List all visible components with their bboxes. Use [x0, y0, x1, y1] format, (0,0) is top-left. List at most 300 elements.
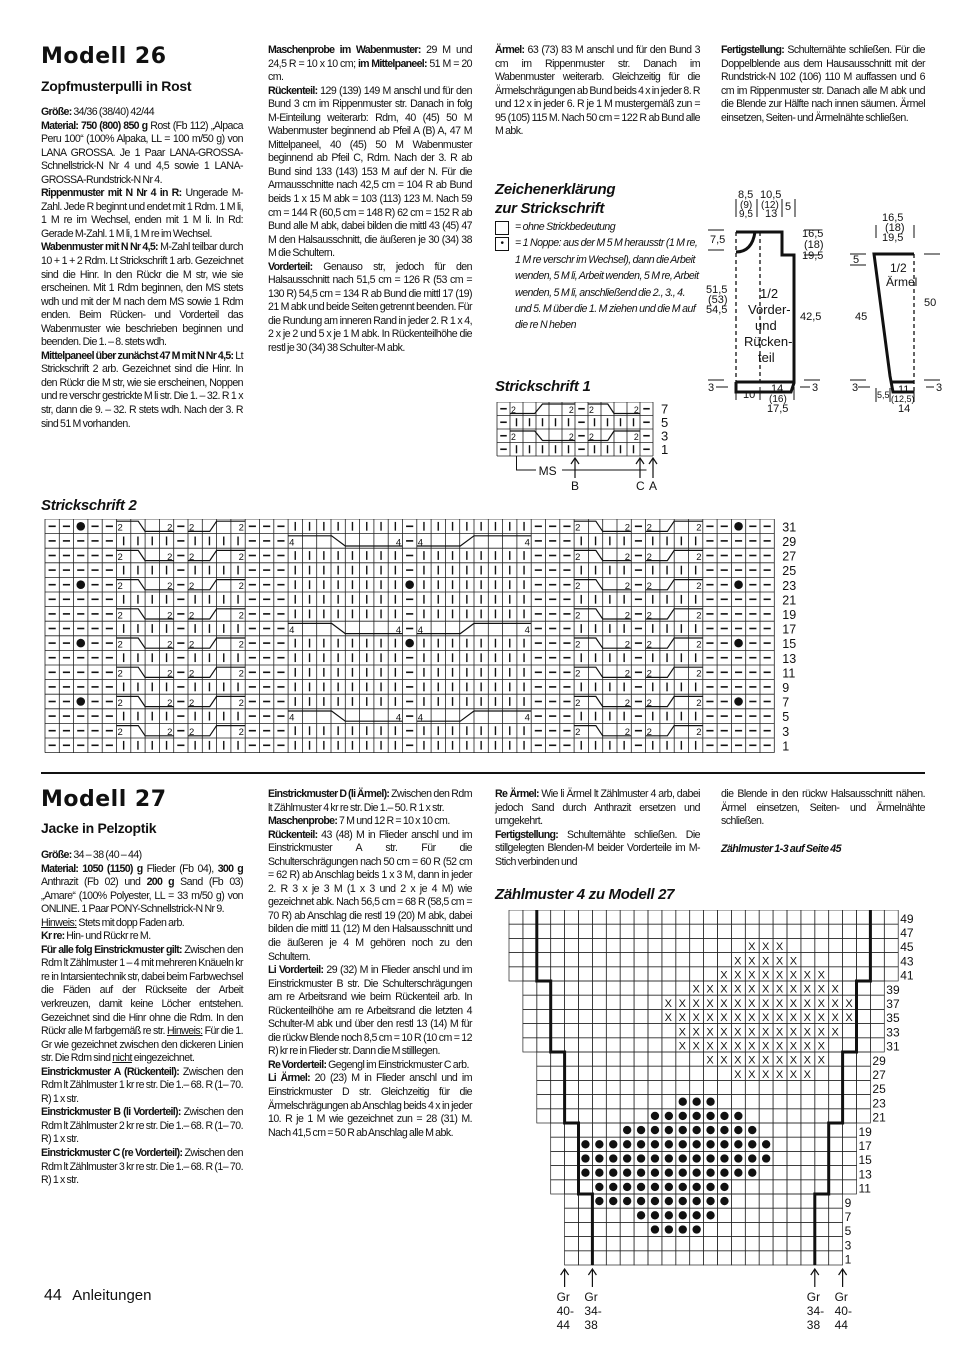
bobble-symbol [665, 1183, 673, 1191]
bobble-symbol [734, 639, 743, 648]
chart-cell [579, 1009, 593, 1023]
anthracite-stitch: X [775, 983, 784, 996]
chart-cell [662, 1024, 676, 1038]
chart-cell [662, 1237, 676, 1251]
paragraph-finishing: Fertigstellung: Schulternähte schließen. Für die Doppelblende aus dem Hausausschnitt mit der Rundstrick-N 102 (106) 110 M auffassen und 6 cm im Rippenmuster str. Danach alle M abk und die Blende zur Hälfte nach innen säumen. Ärmel einsetzen, Seiten- und Ärmelnähte schließen. [721, 44, 925, 124]
chart-cell [773, 1180, 787, 1194]
cable-count-label: 2 [117, 668, 123, 680]
bobble-symbol [706, 1183, 714, 1191]
chart-cell [634, 1237, 648, 1251]
row-number: 7 [782, 695, 790, 710]
chart-cell [592, 1038, 606, 1052]
bobble-symbol [720, 1126, 728, 1134]
sleeve-left-dims [850, 254, 870, 394]
row-number: 47 [900, 925, 914, 940]
chart-cell [676, 1066, 690, 1080]
chart-cell [551, 924, 565, 938]
bobble-symbol [76, 522, 85, 531]
chart-cell [606, 1080, 620, 1094]
chart-cell [843, 1166, 857, 1180]
paragraph-pattern-b: Einstrickmuster B (li Vorderteil): Zwischen den Rdm lt Zählmuster 2 kr re str. Die 1.– 68. R (1– 70. R) 1 x str. [41, 1106, 243, 1146]
anthracite-stitch: X [748, 1026, 756, 1039]
chart-cell [829, 1095, 843, 1109]
anthracite-stitch: X [734, 1026, 742, 1039]
chart-cell [690, 1251, 704, 1265]
svg-text:19,5: 19,5 [802, 250, 824, 262]
cable-count-label: 2 [568, 404, 574, 415]
chart-cell [620, 1208, 634, 1222]
anthracite-stitch: X [831, 983, 839, 996]
bobble-symbol [706, 1169, 714, 1177]
chart-cell [787, 938, 801, 952]
chart-cell [523, 910, 537, 924]
chart-cell [662, 1095, 676, 1109]
paragraph-back: Rückenteil: 129 (139) 149 M anschl und für den Bund 3 cm im Rippenmuster str. Danach in folg M-Einteilung weiterarb: Rdm, 40 (45) 50 M Wabenmuster beginnend ab Pfeil A (B) A, 47 M Mittelpaneel, 40 (45) 50 M Wabenmuster beginnend ab Pfeil C, Rdm. Nach der 3. R ab Bund sind 133 (143) 153 M auf der N. Für die Armausschnitte nach 42,5 cm = 104 R ab Bund beids 1 x 15 M abk = 103 (113) 123 M. Nach 59 cm = 144 R (60,5 cm = 148 R) 62 cm = 152 R ab Bund alle M abk, dabei bilden die mittl 43 (45) 47 M den Halsausschnitt, die äußeren je 30 (34) 38 M die Schultern. [268, 84, 472, 260]
cable-count-label: 2 [624, 610, 631, 622]
row-number: 27 [872, 1067, 886, 1082]
cable-count-label: 4 [524, 624, 530, 636]
chart-cell [634, 1052, 648, 1066]
anthracite-stitch: X [789, 1040, 798, 1053]
bobble-symbol [665, 1126, 673, 1134]
chart-cell [787, 1137, 801, 1151]
chart-cell [870, 938, 884, 952]
chart-cell [829, 1080, 843, 1094]
svg-text:(9): (9) [740, 200, 753, 211]
chart-cell [690, 1080, 704, 1094]
anthracite-stitch: X [748, 997, 756, 1010]
bobble-symbol [734, 1140, 742, 1148]
modell-27-column-4 [721, 788, 925, 856]
chart-cell [551, 1137, 565, 1151]
anthracite-stitch: X [831, 1012, 839, 1025]
chart-cell [592, 953, 606, 967]
cable-count-label: 2 [238, 727, 244, 739]
chart-cell [676, 953, 690, 967]
chart-cell [676, 924, 690, 938]
svg-text:14: 14 [898, 403, 911, 415]
bobble-symbol [679, 1140, 687, 1148]
chart-cell [579, 938, 593, 952]
chart-cell [773, 1194, 787, 1208]
chart-cell [884, 953, 898, 967]
row-number: 9 [844, 1195, 852, 1210]
anthracite-stitch: X [817, 969, 825, 982]
cable-count-label: 2 [696, 610, 702, 622]
cable-count-label: 2 [646, 551, 652, 563]
bobble-symbol [595, 1140, 603, 1148]
chart-cell [620, 1095, 634, 1109]
bobble-symbol [679, 1197, 687, 1205]
chart-cell [829, 1222, 843, 1236]
chart-cell [801, 1095, 815, 1109]
chart-cell [759, 1080, 773, 1094]
chart-cell [857, 924, 871, 938]
anthracite-stitch: X [678, 1012, 686, 1025]
chart-cell [551, 1095, 565, 1109]
sleeve-top-dims [876, 212, 914, 244]
chart-cell [857, 1109, 871, 1123]
chart-cell [634, 1109, 648, 1123]
modell-26-column-4 [721, 44, 925, 125]
chart-cell [606, 910, 620, 924]
chart-cell [829, 967, 843, 981]
page-footer [44, 1287, 151, 1305]
chart-cell [857, 1009, 871, 1023]
chart-cell [718, 1237, 732, 1251]
svg-text:5,5: 5,5 [877, 390, 890, 400]
chart-cell [565, 953, 579, 967]
chart-cell [551, 1166, 565, 1180]
sleeve-right-dims [924, 254, 942, 394]
svg-text:3: 3 [708, 382, 715, 394]
cable-count-label: 2 [238, 610, 244, 622]
chart-cell [676, 1237, 690, 1251]
chart-cell [843, 1137, 857, 1151]
chart-cell [857, 995, 871, 1009]
chart-cell [592, 924, 606, 938]
sleeve-bottom-dims [876, 384, 915, 415]
chart-cell [551, 995, 565, 1009]
cable-count-label: 2 [167, 639, 173, 651]
bobble-symbol [748, 1140, 756, 1148]
size-label: Gr [556, 1290, 570, 1304]
bobble-symbol [720, 1183, 728, 1191]
bobble-symbol [637, 1140, 645, 1148]
cable-count-label: 4 [417, 624, 424, 636]
bobble-symbol [665, 1154, 673, 1162]
chart-cell [773, 1222, 787, 1236]
chart-cell [690, 1066, 704, 1080]
anthracite-stitch: X [845, 1012, 853, 1025]
anthracite-stitch: X [678, 1040, 686, 1053]
chart-cell [620, 1080, 634, 1094]
cable-count-label: 2 [167, 610, 173, 622]
anthracite-stitch: X [706, 983, 714, 996]
chart-cell [565, 981, 579, 995]
chart-cell [662, 1038, 676, 1052]
chart-cell [606, 953, 620, 967]
anthracite-stitch: X [734, 969, 742, 982]
anthracite-stitch: X [720, 1026, 728, 1039]
bobble-symbol [405, 580, 414, 589]
row-number: 23 [872, 1096, 886, 1111]
bobble-symbol [706, 1197, 714, 1205]
row-number: 17 [858, 1138, 872, 1153]
svg-text:5: 5 [853, 254, 860, 266]
bobble-symbol [679, 1169, 687, 1177]
row-number: 45 [900, 940, 914, 955]
chart-cell [579, 995, 593, 1009]
chart-cell [662, 1052, 676, 1066]
chart-cell [690, 938, 704, 952]
chart-cell [801, 1208, 815, 1222]
chart-cell [718, 1080, 732, 1094]
cable-count-label: 2 [117, 727, 123, 739]
cable-count-label: 2 [238, 581, 244, 593]
modell-27-heading: Modell 27 [41, 787, 167, 812]
chart-cell [662, 910, 676, 924]
anthracite-stitch: X [817, 1054, 825, 1067]
size-label: Gr [806, 1290, 821, 1304]
chart-cell [759, 1095, 773, 1109]
paragraph-sleeve: Ärmel: 63 (73) 83 M anschl und für den Bund 3 cm im Rippenmuster str. Danach im Wabenmuster weiterarb. Gleichzeitig für die Ärmelschrägungen ab Bund beids 4 x in jeder 8. R und 12 x in jeder 6. R je 1 M mustergemäß zun = 95 (105) 115 M. Nach 50 cm = 122 R ab Bund alle M abk. [495, 44, 700, 138]
paragraph-finishing: Fertigstellung: Schulternähte schließen. Die stillgelegten Blenden-M beider Vorderteile im M-Stich verbinden und [495, 828, 700, 868]
chart-cell [620, 995, 634, 1009]
anthracite-stitch: X [692, 983, 700, 996]
row-number: 5 [782, 710, 790, 725]
bobble-symbol [706, 1112, 714, 1120]
chart-cell [787, 910, 801, 924]
chart-cell [565, 1109, 579, 1123]
chart-cell [870, 981, 884, 995]
chart-cell [606, 938, 620, 952]
chart-cell [523, 981, 537, 995]
chart-cell [704, 1237, 718, 1251]
chart-cell [606, 981, 620, 995]
anthracite-stitch: X [761, 1026, 770, 1039]
cable-count-label: 2 [575, 551, 581, 563]
row-number: 35 [886, 1011, 900, 1026]
chart-cell [551, 910, 565, 924]
chart-cell [634, 1066, 648, 1080]
chart-cell [829, 1194, 843, 1208]
chart-cell [537, 910, 551, 924]
chart-cell [565, 1080, 579, 1094]
chart-cell [718, 1095, 732, 1109]
chart-cell [537, 924, 551, 938]
chart-cell [843, 924, 857, 938]
bobble-symbol [692, 1154, 700, 1162]
row-number: 13 [858, 1167, 872, 1182]
cable-count-label: 2 [189, 581, 195, 593]
legend-title [495, 180, 615, 218]
chart-cell [857, 1080, 871, 1094]
chart-cell [801, 1222, 815, 1236]
size-label: 40- [556, 1304, 574, 1318]
bobble-symbol [651, 1211, 659, 1219]
bobble-symbol [720, 1169, 728, 1177]
paragraph-back: Rückenteil: 43 (48) M in Flieder anschl und im Einstrickmuster A str. Für die Schulterschrägungen nach 50 cm = 60 R (52 cm = 62 R) ab Anschlag beids 1 x 3 M, dann in jeder 2. R 3 x je 3 M (1 x 3 und 2 x je 4 M) wie gezeichnet abk. Nach 56,5 cm = 68 R (58,5 cm = 70 R) ab Anschlag die restl 19 (20) M abk, dabei bilden die mittl 11 (12) M den Halsausschnitt und die äußeren je 4 M gehören noch zu den Schultern. [268, 828, 472, 963]
chart-cell [801, 1194, 815, 1208]
chart-cell [801, 924, 815, 938]
chart-cell [648, 1024, 662, 1038]
bobble-symbol [581, 1169, 589, 1177]
chart-cell [718, 1208, 732, 1222]
bobble-symbol [720, 1112, 728, 1120]
anthracite-stitch: X [789, 1012, 798, 1025]
svg-text:17,5: 17,5 [767, 403, 789, 415]
cable-count-label: 4 [395, 624, 402, 636]
chart-cell [537, 938, 551, 952]
stitch-chart-1 [495, 402, 695, 497]
chart-cell [523, 995, 537, 1009]
chart-cell [843, 1052, 857, 1066]
paragraph-material: Material: 1050 (1150) g Flieder (Fb 04), 300 g Anthrazit (Fb 02) und 200 g Sand (Fb 03) „Amare“ (100% Polyester, LL = 33 m/50 g) von ONLINE. 1 Paar PONY-Schnellstrick-N Nr 9. [41, 862, 243, 916]
chart-cell [704, 910, 718, 924]
paragraph-pattern-a: Einstrickmuster A (Rückenteil): Zwischen den Rdm lt Zählmuster 1 kr re str. Die 1.– 68. R (1– 70. R) 1 x str. [41, 1065, 243, 1105]
cable-count-label: 2 [624, 639, 631, 651]
bobble-symbol [637, 1183, 645, 1191]
bobble-symbol [595, 1197, 603, 1205]
cable-count-label: 2 [117, 697, 123, 709]
row-number: 27 [782, 549, 797, 564]
paragraph-right-sleeve: Re Ärmel: Wie li Ärmel lt Zählmuster 4 arb, dabei jedoch Sand durch Anthrazit ersetzen und umgekehrt. [495, 788, 700, 828]
chart-cell [620, 1009, 634, 1023]
chart-cell [648, 1251, 662, 1265]
chart-cell [815, 1251, 829, 1265]
cable-count-label: 2 [575, 581, 581, 593]
chart-cell [690, 1237, 704, 1251]
chart-cell [606, 1251, 620, 1265]
chart-cell [606, 995, 620, 1009]
cable-symbol [510, 431, 575, 440]
chart-cell [523, 1038, 537, 1052]
svg-text:(53): (53) [708, 294, 728, 306]
chart-cell [606, 924, 620, 938]
chart-cell [523, 1009, 537, 1023]
row-number: 19 [782, 608, 797, 623]
cable-count-label: 2 [167, 697, 173, 709]
cable-count-label: 2 [238, 522, 244, 534]
chart-cell [592, 1066, 606, 1080]
bobble-symbol [706, 1140, 714, 1148]
cable-count-label: 2 [624, 668, 631, 680]
body-right-dims [800, 228, 824, 394]
chart-cell [579, 953, 593, 967]
chart-cell [676, 1052, 690, 1066]
bobble-symbol [692, 1140, 700, 1148]
chart-cell [537, 1080, 551, 1094]
bobble-symbol [692, 1183, 700, 1191]
chart-cell [648, 995, 662, 1009]
anthracite-stitch: X [748, 955, 756, 968]
cable-count-label: 4 [524, 537, 530, 549]
bobble-symbol [748, 1126, 756, 1134]
bobble-symbol [706, 1126, 714, 1134]
chart-cell [731, 1080, 745, 1094]
anthracite-stitch: X [775, 997, 784, 1010]
chart-cell [509, 953, 523, 967]
chart-cell [759, 910, 773, 924]
anthracite-stitch: X [692, 1026, 700, 1039]
bobble-symbol [405, 639, 414, 648]
cable-count-label: 2 [167, 522, 173, 534]
chart-cell [579, 1237, 593, 1251]
bobble-symbol [651, 1183, 659, 1191]
chart-cell [787, 1237, 801, 1251]
bobble-symbol [595, 1169, 603, 1177]
cable-count-label: 2 [696, 551, 702, 563]
row-number: 1 [844, 1252, 852, 1267]
anthracite-stitch: X [761, 1012, 770, 1025]
row-number: 41 [900, 968, 914, 983]
chart-cell [745, 1208, 759, 1222]
chart-cell [565, 967, 579, 981]
anthracite-stitch: X [664, 997, 673, 1010]
paragraph-rib-pattern: Rippenmuster mit N Nr 4 in R: Ungerade M-Zahl. Jede R beginnt und endet mit 1 Rdm. 1 M li, 1 M re im Wechsel, enden mit 1 M li. In Rd: Gerade M-Zahl. 1 M li, 1 M re im Wechsel. [41, 187, 243, 240]
chart-cell [857, 1095, 871, 1109]
chart-cell [551, 981, 565, 995]
paragraph-right-front: Re Vorderteil: Gegengl im Einstrickmuster C arb. [268, 1058, 469, 1071]
chart-cell [579, 1080, 593, 1094]
chart-cell [704, 1066, 718, 1080]
chart-cell [634, 910, 648, 924]
chart-cell [592, 1109, 606, 1123]
chart-cell [579, 1066, 593, 1080]
cable-count-label: 2 [633, 404, 639, 415]
arrow-label-c: C [636, 479, 645, 493]
anthracite-stitch: X [831, 1026, 839, 1039]
chart-cell [815, 1237, 829, 1251]
chart-cell [815, 1095, 829, 1109]
anthracite-stitch: X [734, 983, 742, 996]
chart-cell [801, 910, 815, 924]
body-bottom-dims [736, 383, 794, 415]
cable-count-label: 2 [696, 727, 702, 739]
cable-count-label: 2 [189, 610, 195, 622]
chart-1-title: Strickschrift 1 [495, 378, 591, 395]
chart-cell [731, 1208, 745, 1222]
chart-cell [787, 1180, 801, 1194]
cable-count-label: 2 [167, 668, 173, 680]
chart-cell [509, 910, 523, 924]
paragraph-size: Größe: 34 – 38 (40 – 44) [41, 849, 142, 861]
chart-cell [718, 1066, 732, 1080]
chart-cell [634, 981, 648, 995]
bobble-symbol [609, 1140, 617, 1148]
chart-cell [815, 924, 829, 938]
sleeve-label: 1/2 Ärmel [886, 261, 918, 289]
paragraph-material: Material: 750 (800) 850 g Rost (Fb 112) „Alpaca Peru 100“ (100% Alpaka, LL = 100 m/50 g) von LANA GROSSA. Je 1 Paar LANA-GROSSA-Schnellstrick-N Nr 4 und 4,5 sowie 1 LANA-GROSSA-Rundstrick-N Nr 4. [41, 119, 243, 186]
cable-symbol [510, 404, 575, 413]
bobble-dot-icon: • [495, 237, 509, 251]
chart-cell [829, 938, 843, 952]
chart-cell [704, 1080, 718, 1094]
bobble-symbol [623, 1197, 631, 1205]
anthracite-stitch: X [775, 955, 784, 968]
bobble-symbol [76, 639, 85, 648]
chart-cell [648, 1237, 662, 1251]
chart-cell [787, 924, 801, 938]
chart-cell [606, 1208, 620, 1222]
chart-cell [870, 995, 884, 1009]
cable-count-label: 2 [189, 668, 195, 680]
chart-cell [551, 1123, 565, 1137]
svg-text:14: 14 [771, 383, 784, 395]
empty-square-icon [495, 221, 509, 235]
chart-cell [815, 1080, 829, 1094]
arrow-label-a: A [649, 479, 658, 493]
chart-cell [620, 1251, 634, 1265]
svg-text:3: 3 [936, 382, 943, 394]
anthracite-stitch: X [789, 1026, 798, 1039]
bobble-symbol [720, 1197, 728, 1205]
row-number: 49 [900, 911, 914, 926]
svg-text:10: 10 [743, 389, 756, 401]
bobble-symbol [748, 1154, 756, 1162]
chart-cell [787, 1095, 801, 1109]
anthracite-stitch: X [720, 997, 728, 1010]
paragraph-gauge: Maschenprobe: 7 M und 12 R = 10 x 10 cm. [268, 815, 450, 828]
anthracite-stitch: X [734, 1068, 742, 1081]
anthracite-stitch: X [775, 1026, 784, 1039]
chart-cell [551, 938, 565, 952]
chart-cell [537, 1066, 551, 1080]
size-label: 38 [806, 1318, 821, 1330]
chart-cell [843, 1151, 857, 1165]
cable-count-label: 4 [289, 537, 295, 549]
